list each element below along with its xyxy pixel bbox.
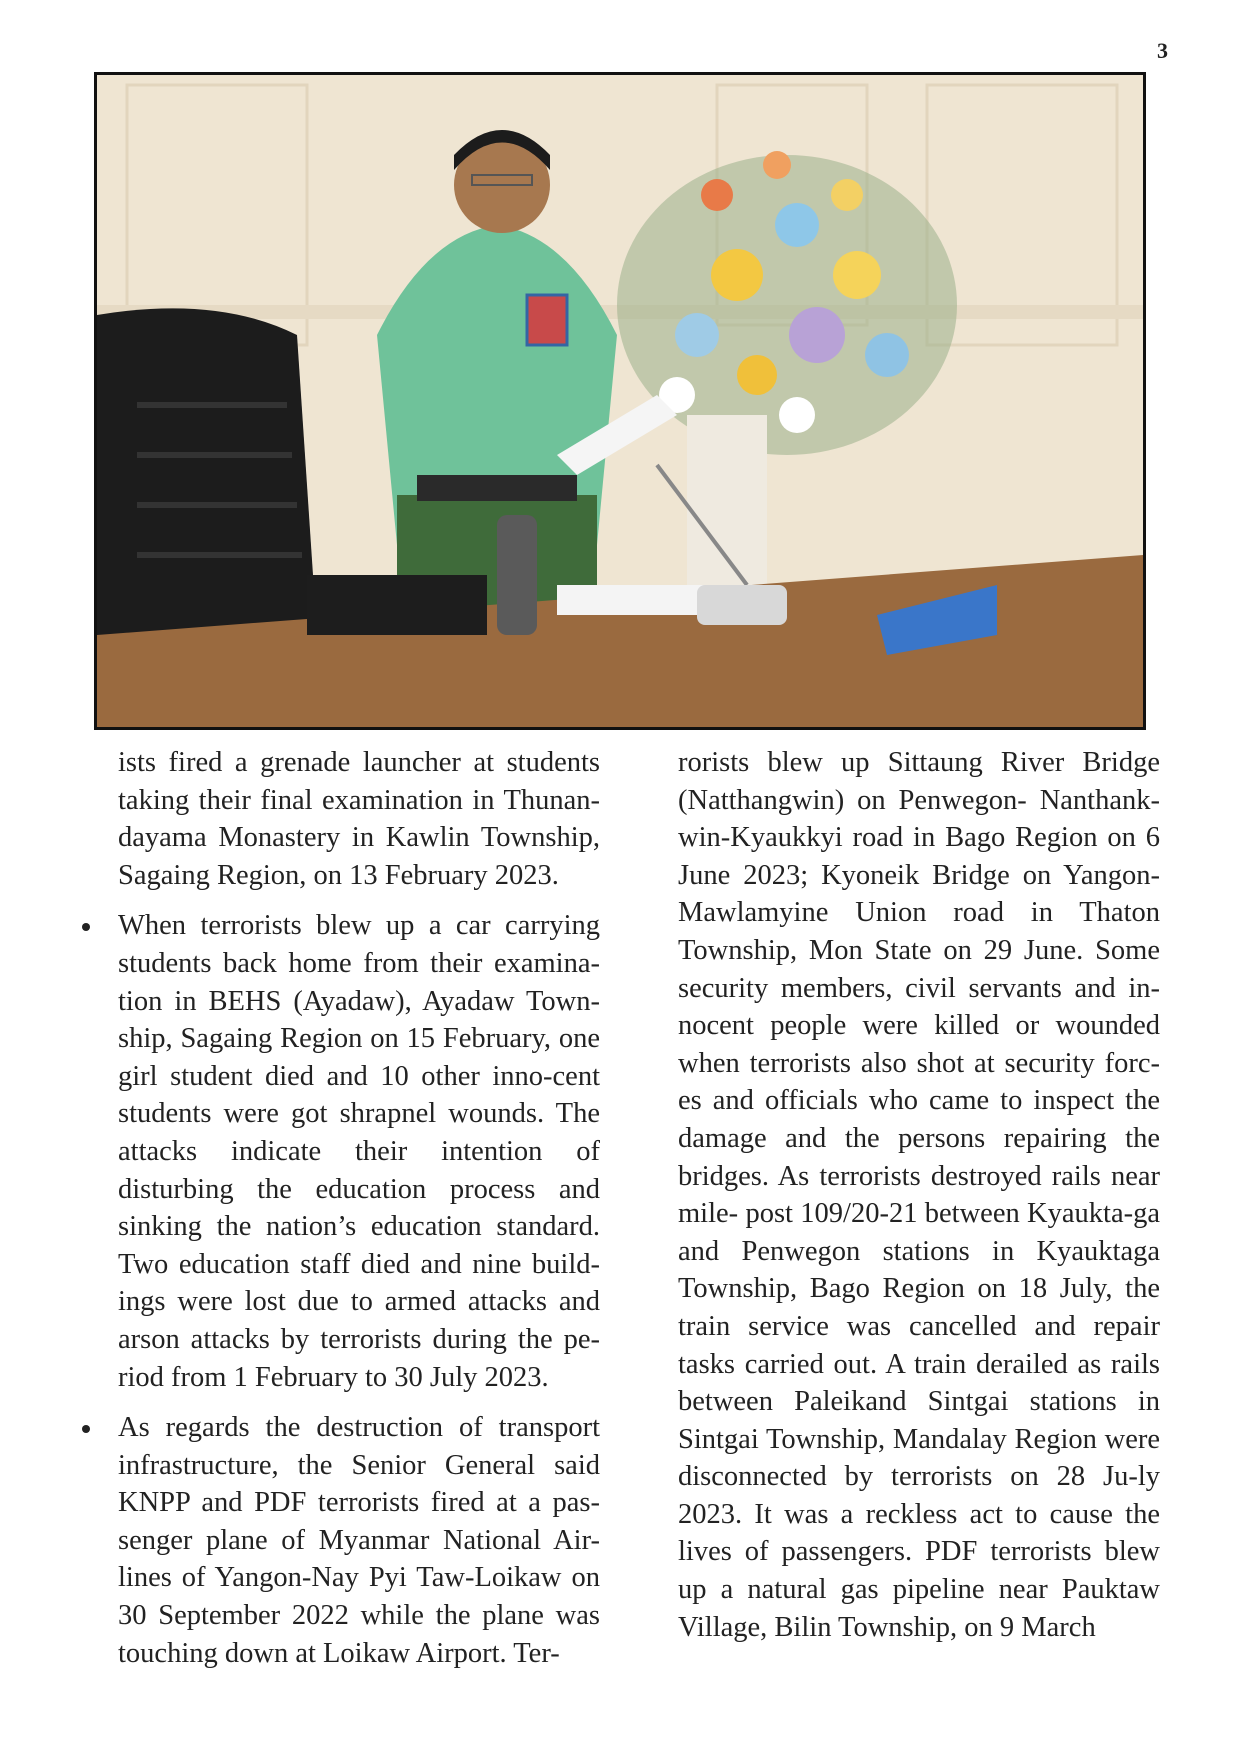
bullet-item	[118, 907, 600, 1396]
page-number: 3	[1157, 38, 1168, 63]
intro-paragraph: ists fired a grenade launcher at students taking their final examination in Thunan-dayama Monastery in Kawlin Township, Sagaing Region, on 13 February 2023.	[118, 747, 600, 891]
left-column	[118, 744, 600, 1672]
office-chair	[97, 308, 317, 655]
photo-illustration	[97, 75, 1143, 727]
bullet-item	[118, 1409, 600, 1672]
right-column	[678, 744, 1160, 1646]
bullet-text: As regards the destruction of transport infrastructure, the Senior General said KNPP and PDF terrorists fired at a pas-senger plane of Myanmar National Air-lines of Yangon-Nay Pyi Taw-Loikaw on 30 September 2022 while the plane was touching down at Loikaw Airport. Ter-	[118, 1412, 600, 1669]
right-paragraph: rorists blew up Sittaung River Bridge (Natthangwin) on Penwegon- Nanthank-win-Kyaukkyi road in Bago Region on 6 June 2023; Kyoneik Bridge on Yangon-Mawlamyine Union road in Thaton Township, Mon State on 29 June. Some security members, civil servants and in-nocent people were killed or wounded when terrorists also shot at security forc-es and officials who came to inspect the damage and the persons repairing the bridges. As terrorists destroyed rails near mile- post 109/20-21 between Kyaukta-ga and Penwegon stations in Kyauktaga Township, Bago Region on 18 July, the train service was cancelled and repair tasks carried out. A train derailed as rails between Paleikand Sintgai stations in Sintgai Township, Mandalay Region were disconnected by terrorists on 28 Ju-ly 2023. It was a reckless act to cause the lives of passengers. PDF terrorists blew up a natural gas pipeline near Pauktaw Village, Bilin Township, on 9 March	[678, 747, 1160, 1643]
news-photo	[94, 72, 1146, 730]
bullet-icon	[82, 1425, 90, 1433]
bullet-text: When terrorists blew up a car carrying students back home from their examina-tion in BEHS (Ayadaw), Ayadaw Town-ship, Sagaing Region on 15 February, one girl student died and 10 other inno-cent students were got shrapnel wounds. The attacks indicate their intention of disturbing the education process and sinking the nation’s education standard. Two education staff died and nine build-ings were lost due to armed attacks and arson attacks by terrorists during the pe-riod from 1 February to 30 July 2023.	[118, 910, 600, 1393]
bullet-icon	[82, 923, 90, 931]
